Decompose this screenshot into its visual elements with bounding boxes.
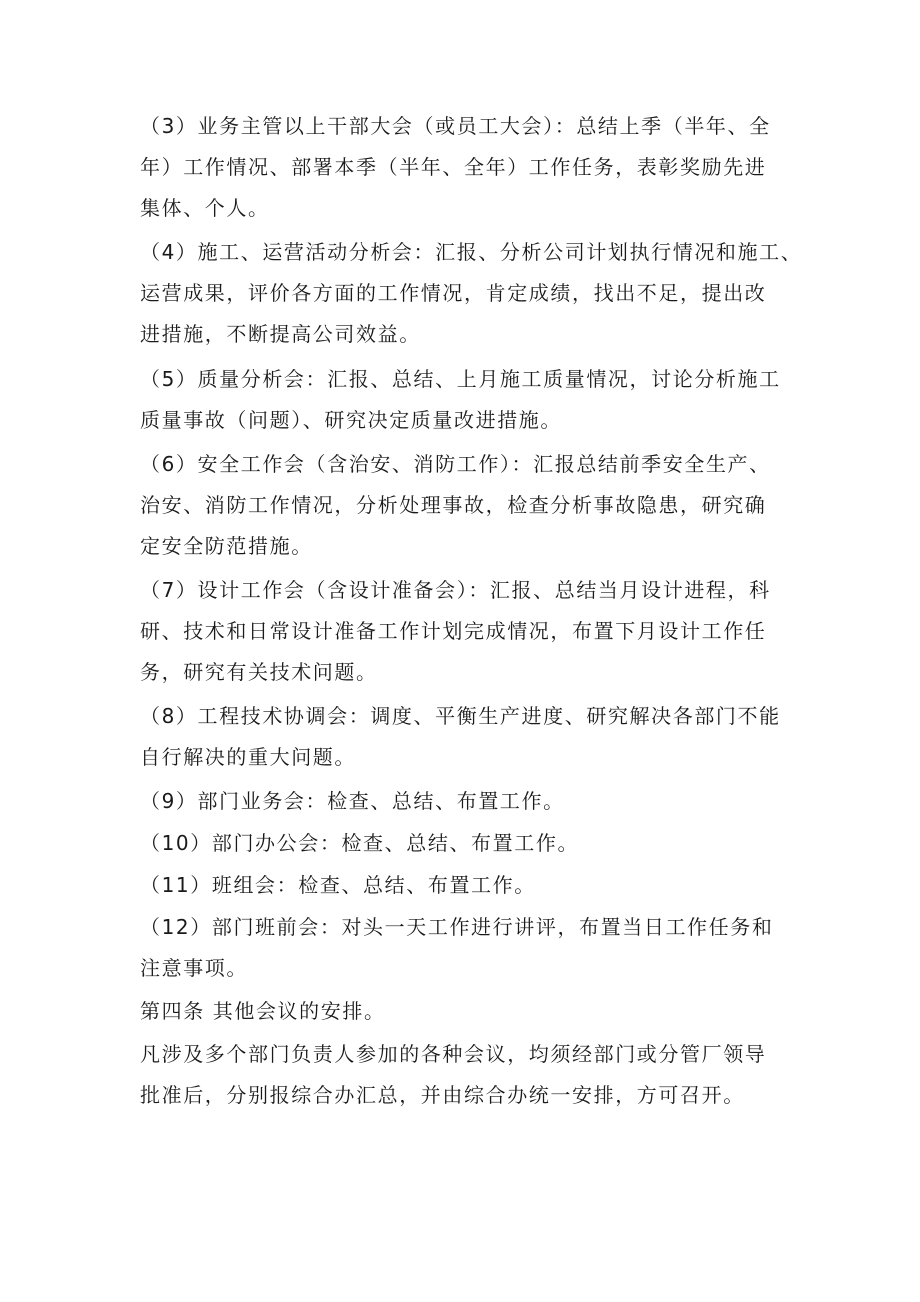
item-10-line: （10）部门办公会：检查、总结、布置工作。 bbox=[140, 831, 580, 855]
item-6-line-2: 治安、消防工作情况，分析处理事故，检查分析事故隐患，研究确 bbox=[140, 493, 767, 517]
item-6-line-1: （6）安全工作会（含治安、消防工作）：汇报总结前季安全生产、 bbox=[140, 452, 771, 476]
item-4-line-1: （4）施工、运营活动分析会：汇报、分析公司计划执行情况和施工、 bbox=[140, 240, 803, 264]
item-5-line-1: （5）质量分析会：汇报、总结、上月施工质量情况，讨论分析施工 bbox=[140, 367, 781, 391]
item-11-line: （11）班组会：检查、总结、布置工作。 bbox=[140, 873, 536, 897]
article-4-text-line-1: 凡涉及多个部门负责人参加的各种会议，均须经部门或分管厂领导 bbox=[140, 1042, 767, 1066]
item-3-line-1: （3）业务主管以上干部大会（或员工大会）：总结上季（半年、全 bbox=[140, 114, 771, 138]
item-3-line-3: 集体、个人。 bbox=[140, 196, 270, 220]
item-4-line-2: 运营成果，评价各方面的工作情况，肯定成绩，找出不足，提出改 bbox=[140, 281, 767, 305]
item-7-line-3: 务，研究有关技术问题。 bbox=[140, 660, 378, 684]
item-7-line-1: （7）设计工作会（含设计准备会）：汇报、总结当月设计进程，科 bbox=[140, 578, 771, 602]
item-12-line-2: 注意事项。 bbox=[140, 956, 248, 980]
item-7-line-2: 研、技术和日常设计准备工作计划完成情况，布置下月设计工作任 bbox=[140, 619, 767, 643]
item-8-line-1: （8）工程技术协调会：调度、平衡生产进度、研究解决各部门不能 bbox=[140, 704, 781, 728]
article-4-heading: 第四条 其他会议的安排。 bbox=[140, 999, 386, 1023]
article-4-text-line-2: 批准后，分别报综合办汇总，并由综合办统一安排，方可召开。 bbox=[140, 1083, 745, 1107]
item-4-line-3: 进措施，不断提高公司效益。 bbox=[140, 322, 421, 346]
item-9-line: （9）部门业务会：检查、总结、布置工作。 bbox=[140, 789, 565, 813]
item-3-line-2: 年）工作情况、部署本季（半年、全年）工作任务，表彰奖励先进 bbox=[140, 155, 767, 179]
item-12-line-1: （12）部门班前会：对头一天工作进行讲评，布置当日工作任务和 bbox=[140, 915, 774, 939]
item-8-line-2: 自行解决的重大问题。 bbox=[140, 745, 356, 769]
item-6-line-3: 定安全防范措施。 bbox=[140, 534, 313, 558]
item-5-line-2: 质量事故（问题）、研究决定质量改进措施。 bbox=[140, 408, 562, 432]
